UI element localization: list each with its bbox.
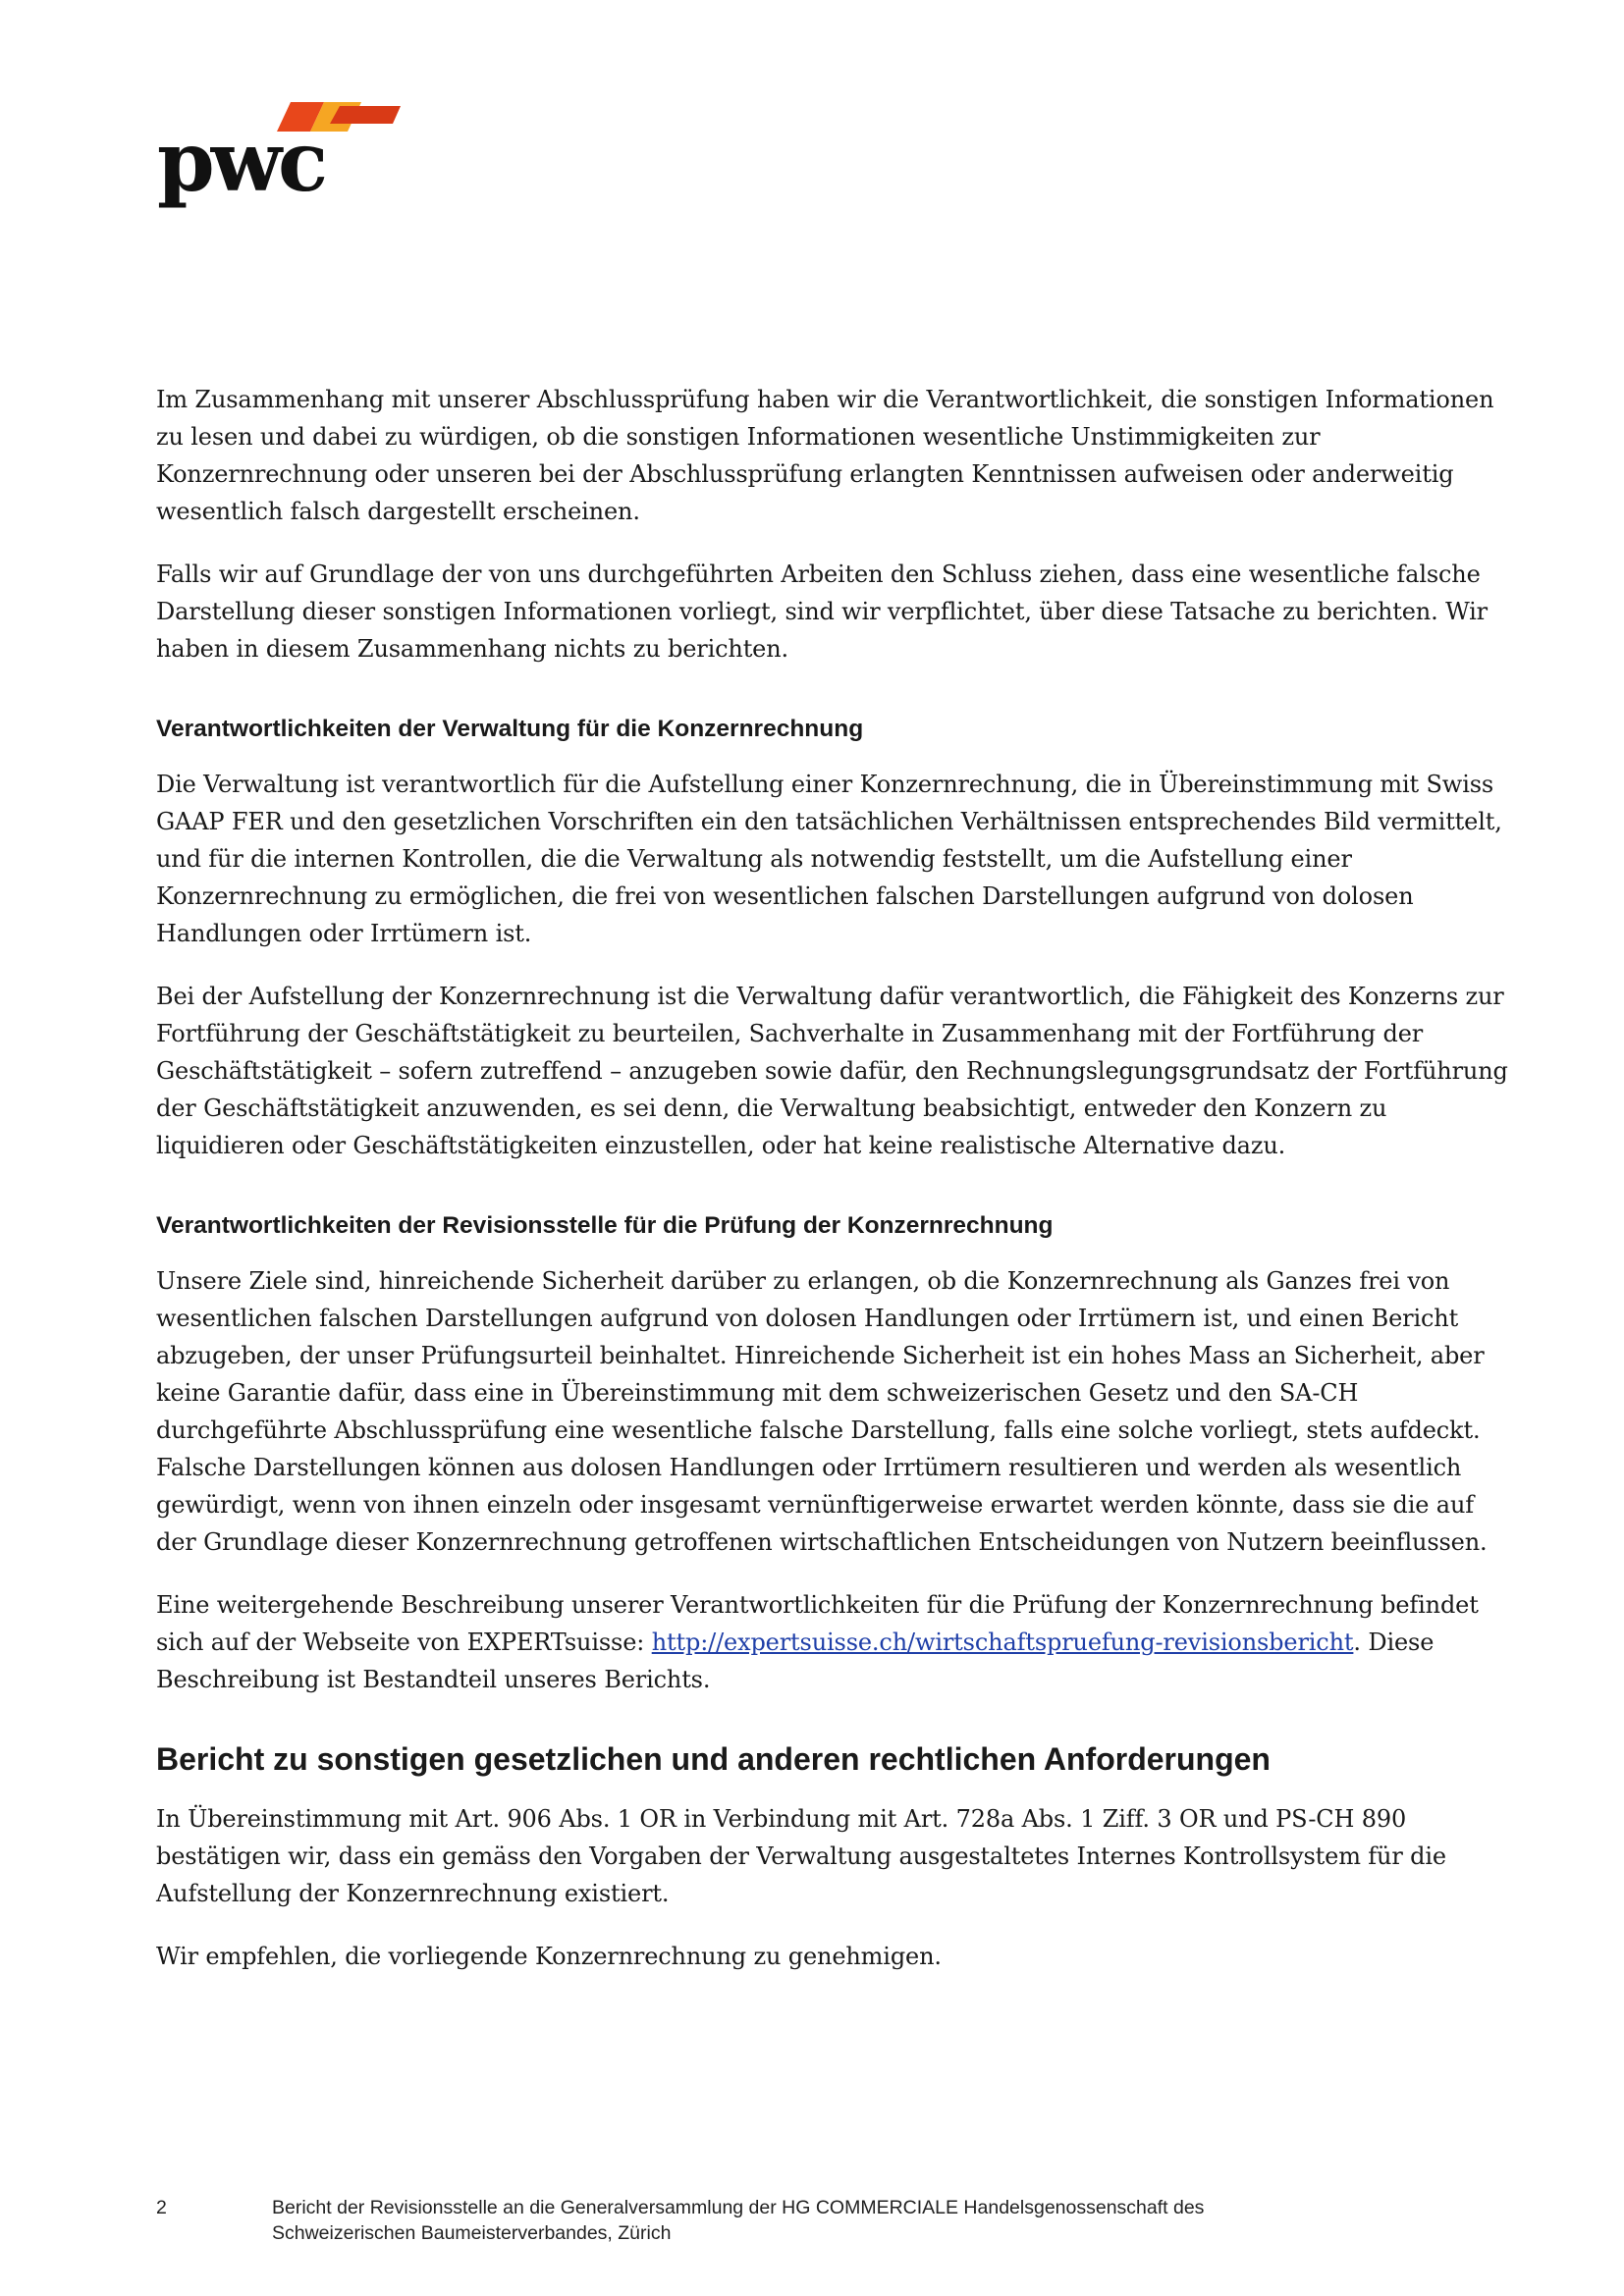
intro-paragraph-2: Falls wir auf Grundlage der von uns durchgeführten Arbeiten den Schluss ziehen, dass eine wesentliche falsche Darstellung dieser sonstigen Informationen vorliegt, sind wir verpflichtet, über diese Tatsache zu berichten. Wir haben in diesem Zusammenhang nichts zu berichten.	[156, 561, 1489, 663]
intro-paragraph-1: Im Zusammenhang mit unserer Abschlussprüfung haben wir die Verantwortlichkeit, die sonstigen Informationen zu lesen und dabei zu würdigen, ob die sonstigen Informationen wesentliche Unstimmigkeiten zur Konzernrechnung oder unseren bei der Abschlussprüfung erlangten Kenntnissen aufweisen oder anderweitig wesentlich falsch dargestellt erscheinen.	[156, 386, 1494, 525]
page-number: 2	[156, 2197, 167, 2218]
management-paragraph-1: Die Verwaltung ist verantwortlich für die Aufstellung einer Konzernrechnung, die in Übereinstimmung mit Swiss GAAP FER und den gesetzlichen Vorschriften ein den tatsächlichen Verhältnissen entsprechendes Bild vermittelt, und für die internen Kontrollen, die die Verwaltung als notwendig feststellt, um die Aufstellung einer Konzernrechnung zu ermöglichen, die frei von wesentlichen falschen Darstellungen aufgrund von dolosen Handlungen oder Irrtümern ist.	[156, 771, 1502, 947]
legal-paragraph-1: In Übereinstimmung mit Art. 906 Abs. 1 OR in Verbindung mit Art. 728a Abs. 1 Ziff. 3 OR und PS-CH 890 bestätigen wir, dass ein gemäss den Vorgaben der Verwaltung ausgestaltetes Internes Kontrollsystem für die Aufstellung der Konzernrechnung existiert.	[156, 1805, 1446, 1907]
logo-wordmark: pwc	[157, 113, 325, 210]
auditor-paragraph-1: Unsere Ziele sind, hinreichende Sicherheit darüber zu erlangen, ob die Konzernrechnung als Ganzes frei von wesentlichen falschen Darstellungen aufgrund von dolosen Handlungen oder Irrtümern ist, und einen Bericht abzugeben, der unser Prüfungsurteil beinhaltet. Hinreichende Sicherheit ist ein hohes Mass an Sicherheit, aber keine Garantie dafür, dass eine in Übereinstimmung mit dem schweizerischen Gesetz und den SA-CH durchgeführte Abschlussprüfung eine wesentliche falsche Darstellung, falls eine solche vorliegt, stets aufdeckt. Falsche Darstellungen können aus dolosen Handlungen oder Irrtümern resultieren und werden als wesentlich gewürdigt, wenn von ihnen einzeln oder insgesamt vernünftigerweise erwartet werden könnte, dass sie die auf der Grundlage dieser Konzernrechnung getroffenen wirtschaftlichen Entscheidungen von Nutzern beeinflussen.	[156, 1267, 1488, 1556]
footer-text	[272, 2195, 1401, 2246]
auditor-paragraph-2	[156, 1586, 1511, 1698]
pwc-logo-mark	[157, 98, 412, 226]
pwc-logo	[157, 98, 412, 226]
footer-line-1: Bericht der Revisionsstelle an die Generalversammlung der HG COMMERCIALE Handelsgenossenschaft des	[272, 2197, 1205, 2218]
heading-auditor-responsibilities: Verantwortlichkeiten der Revisionsstelle für die Prüfung der Konzernrechnung	[156, 1212, 1054, 1239]
report-body	[156, 381, 1511, 2001]
heading-management-responsibilities: Verantwortlichkeiten der Verwaltung für die Konzernrechnung	[156, 716, 864, 742]
legal-paragraph-2: Wir empfehlen, die vorliegende Konzernrechnung zu genehmigen.	[156, 1943, 942, 1970]
auditor-paragraph-2-end: . Diese Beschreibung ist Bestandteil unseres Berichts.	[156, 1629, 1435, 1693]
footer-line-2: Schweizerischen Baumeisterverbandes, Zürich	[272, 2222, 672, 2244]
auditor-paragraph-2-text: Eine weitergehende Beschreibung unserer Verantwortlichkeiten für die Prüfung der Konzernrechnung befindet sich auf der Webseite von EXPERTsuisse:	[156, 1591, 1479, 1656]
heading-legal-requirements: Bericht zu sonstigen gesetzlichen und anderen rechtlichen Anforderungen	[156, 1741, 1271, 1777]
logo-accent-bar-3	[330, 106, 401, 124]
expertsuisse-link[interactable]: http://expertsuisse.ch/wirtschaftspruefung-revisionsbericht	[651, 1629, 1354, 1656]
management-paragraph-2: Bei der Aufstellung der Konzernrechnung ist die Verwaltung dafür verantwortlich, die Fähigkeit des Konzerns zur Fortführung der Geschäftstätigkeit zu beurteilen, Sachverhalte in Zusammenhang mit der Fortführung der Geschäftstätigkeit – sofern zutreffend – anzugeben sowie dafür, den Rechnungslegungsgrundsatz der Fortführung der Geschäftstätigkeit anzuwenden, es sei denn, die Verwaltung beabsichtigt, entweder den Konzern zu liquidieren oder Geschäftstätigkeiten einzustellen, oder hat keine realistische Alternative dazu.	[156, 983, 1508, 1159]
